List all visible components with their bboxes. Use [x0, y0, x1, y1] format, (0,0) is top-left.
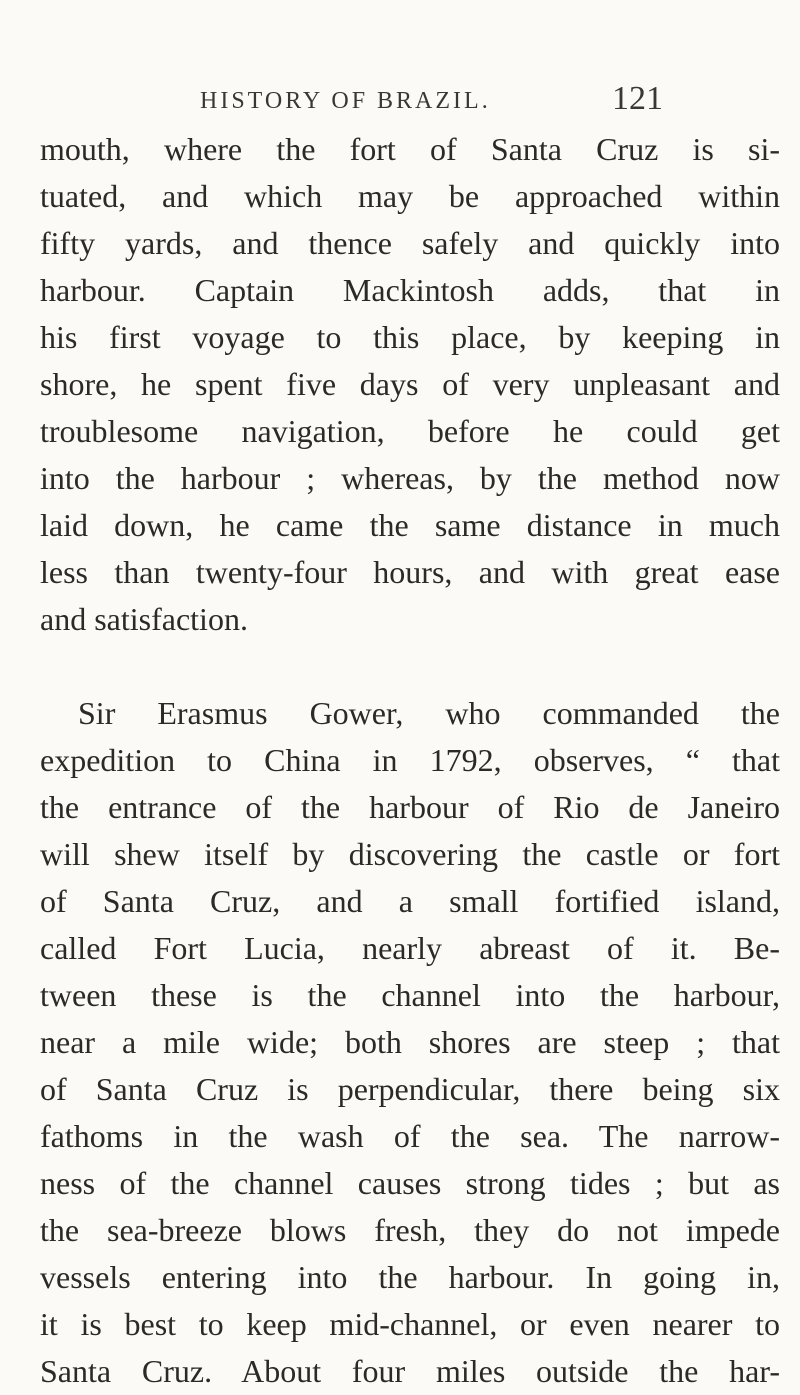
- text-line: fathoms in the wash of the sea. The narrow-: [40, 1118, 780, 1154]
- text-line: laid down, he came the same distance in much: [40, 507, 780, 543]
- text-line: of Santa Cruz, and a small fortified island,: [40, 883, 780, 919]
- text-line: will shew itself by discovering the castle or fort: [40, 836, 780, 872]
- running-header: [0, 78, 800, 118]
- text-line: it is best to keep mid-channel, or even nearer to: [40, 1306, 780, 1342]
- text-line: ness of the channel causes strong tides ; but as: [40, 1165, 780, 1201]
- text-line: mouth, where the fort of Santa Cruz is si-: [40, 131, 780, 167]
- text-line: fifty yards, and thence safely and quickly into: [40, 225, 780, 261]
- body-text: [40, 126, 780, 1395]
- text-line: his first voyage to this place, by keeping in: [40, 319, 780, 355]
- text-line: the sea-breeze blows fresh, they do not impede: [40, 1212, 780, 1248]
- text-line: called Fort Lucia, nearly abreast of it. Be-: [40, 930, 780, 966]
- text-line: less than twenty-four hours, and with great ease: [40, 554, 780, 590]
- text-line: shore, he spent five days of very unpleasant and: [40, 366, 780, 402]
- running-title: HISTORY OF BRAZIL.: [200, 88, 491, 114]
- text-line: and satisfaction.: [40, 601, 248, 637]
- text-line: near a mile wide; both shores are steep ; that: [40, 1024, 780, 1060]
- paragraph-1: [40, 126, 780, 643]
- text-line: into the harbour ; whereas, by the method now: [40, 460, 780, 496]
- text-line: tuated, and which may be approached within: [40, 178, 780, 214]
- paragraph-2: [40, 690, 780, 1395]
- text-line: expedition to China in 1792, observes, “ that: [40, 742, 780, 778]
- text-line: harbour. Captain Mackintosh adds, that in: [40, 272, 780, 308]
- text-line: Santa Cruz. About four miles outside the har-: [40, 1353, 780, 1389]
- text-line: the entrance of the harbour of Rio de Janeiro: [40, 789, 780, 825]
- paragraph-gap: [40, 643, 780, 690]
- text-line: Sir Erasmus Gower, who commanded the: [78, 695, 780, 731]
- text-line: vessels entering into the harbour. In going in,: [40, 1259, 780, 1295]
- text-line: of Santa Cruz is perpendicular, there being six: [40, 1071, 780, 1107]
- text-line: troublesome navigation, before he could get: [40, 413, 780, 449]
- page-number: 121: [612, 80, 663, 117]
- text-line: tween these is the channel into the harbour,: [40, 977, 780, 1013]
